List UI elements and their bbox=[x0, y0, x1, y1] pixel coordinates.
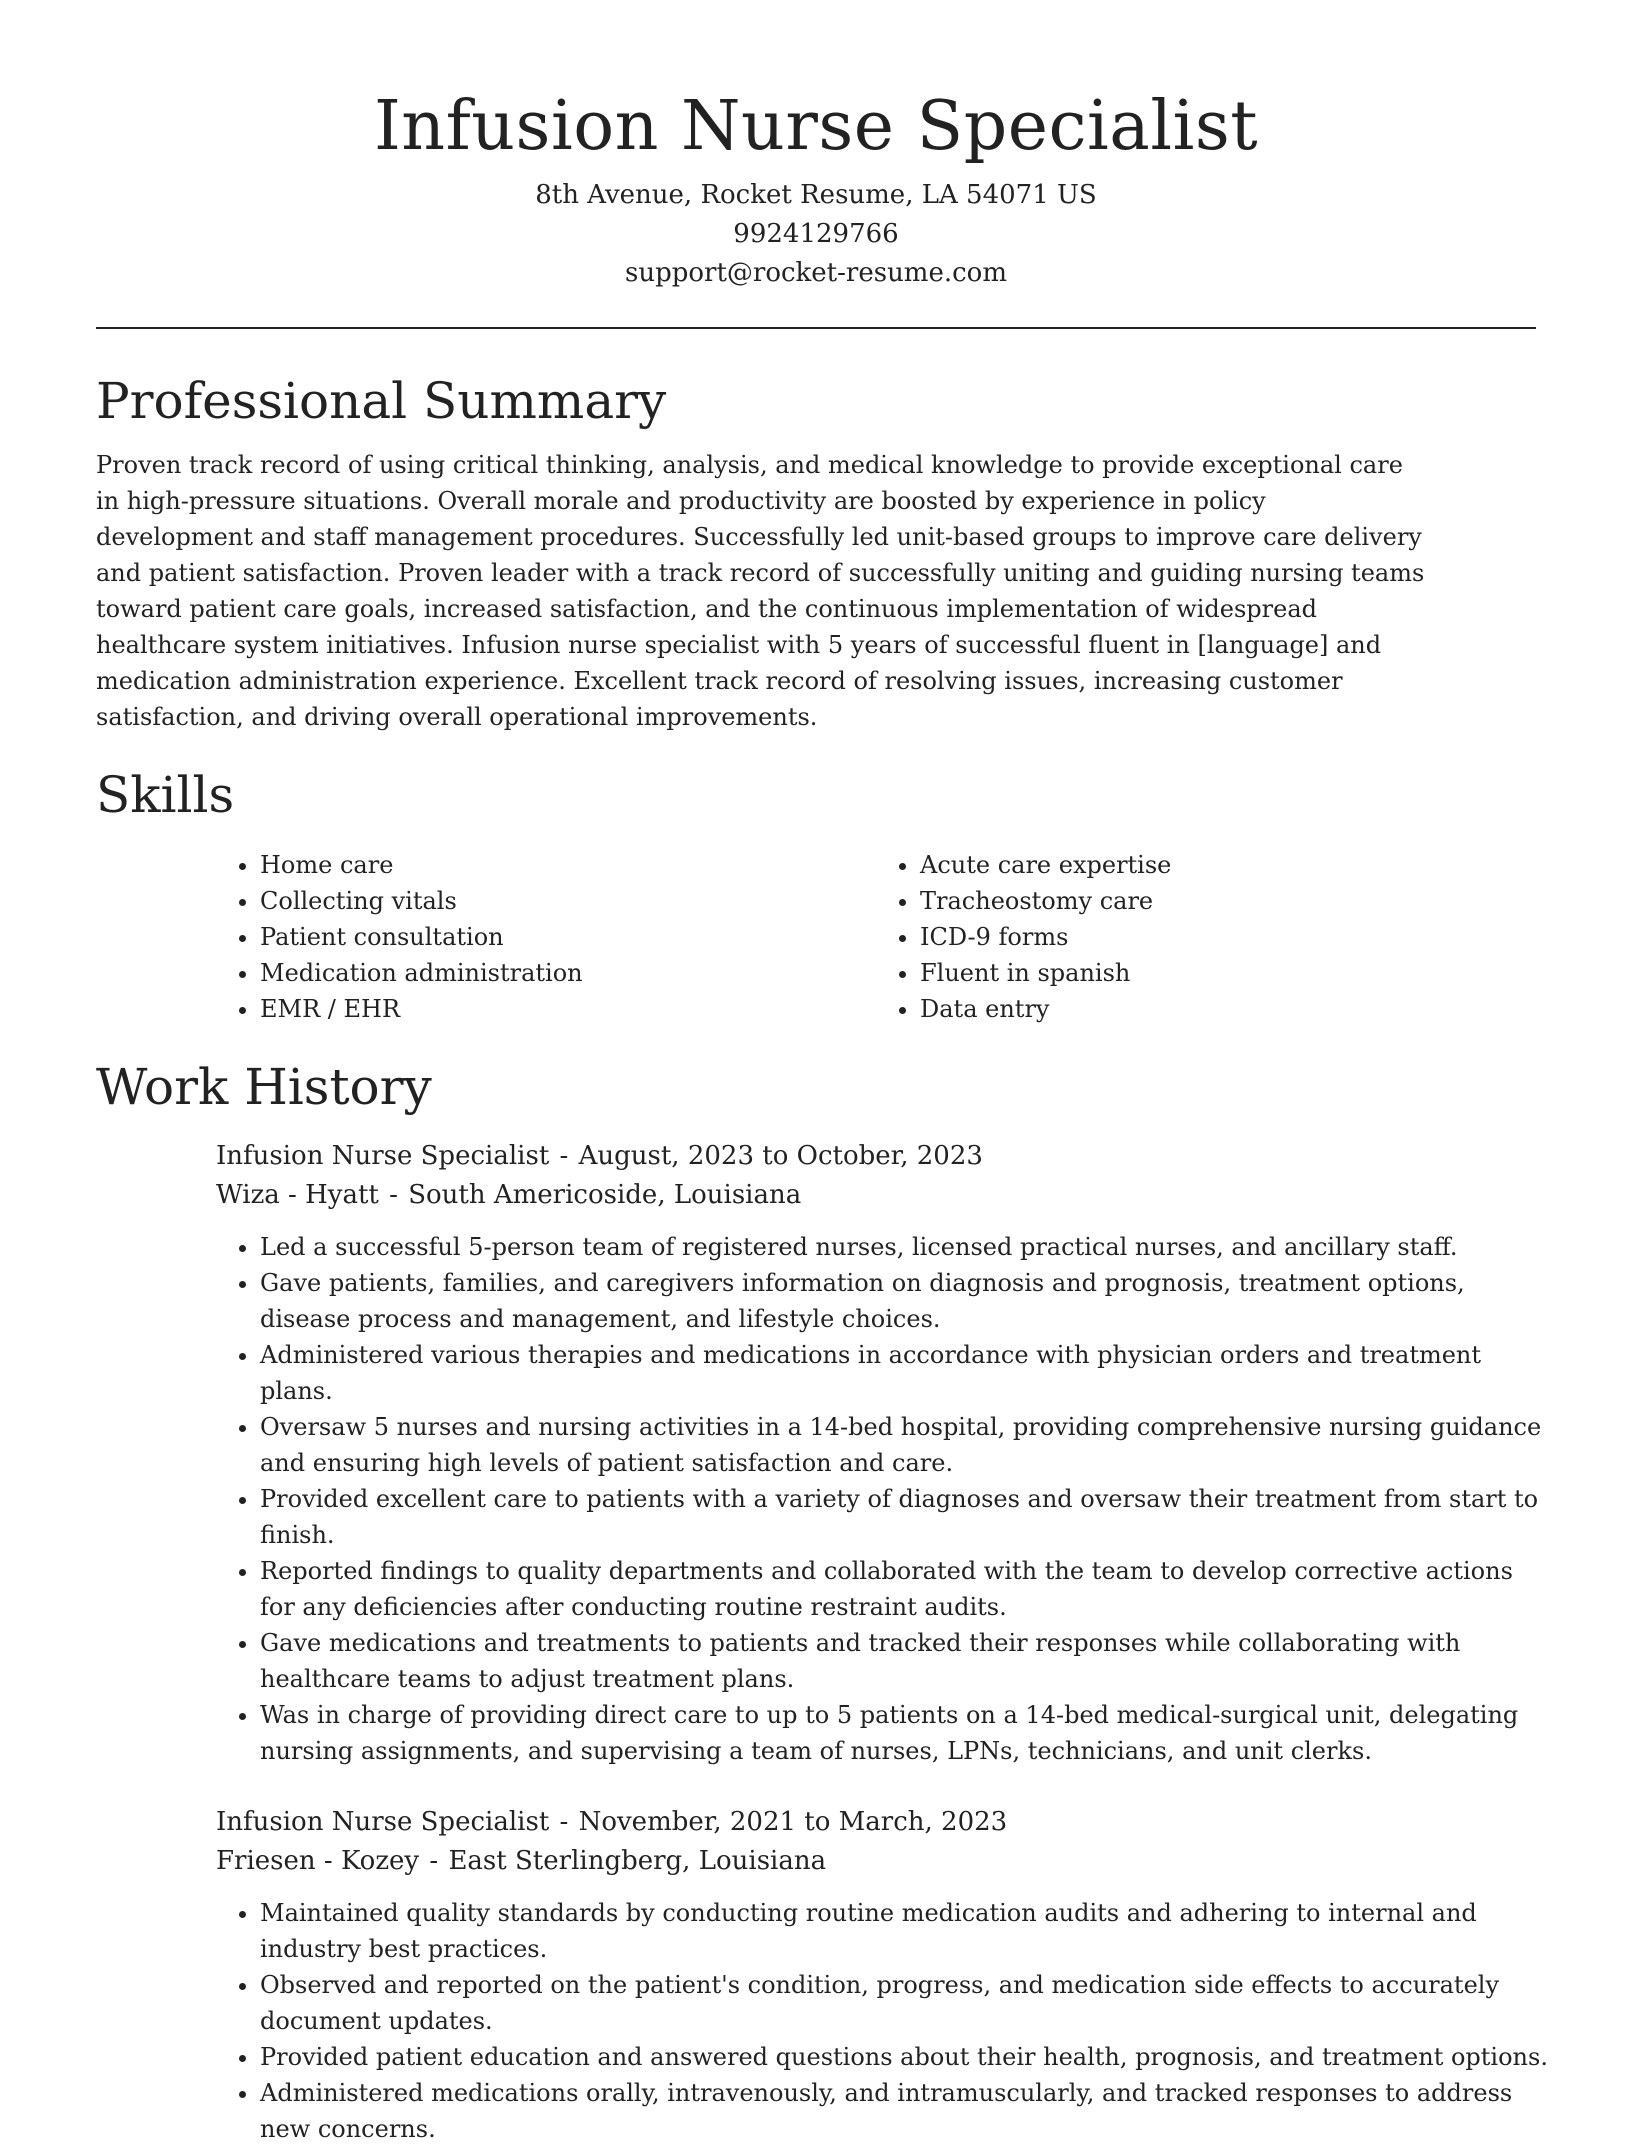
responsibility-item: • Administered medications orally, intravenously, and intramuscularly, and tracked responses to address new concerns. bbox=[260, 2075, 1550, 2147]
phone-text: 9924129766 bbox=[733, 219, 899, 249]
job-title-line: Infusion Nurse Specialist - August, 2023 to October, 2023 bbox=[216, 1141, 983, 1171]
skills-heading: Skills bbox=[96, 766, 235, 824]
job-title-line: Infusion Nurse Specialist - November, 2021 to March, 2023 bbox=[216, 1807, 1008, 1837]
job-entry bbox=[216, 1803, 1548, 2147]
email-text: support@rocket-resume.com bbox=[624, 258, 1007, 288]
responsibility-item: • Administered various therapies and medications in accordance with physician orders and treatment plans. bbox=[260, 1337, 1550, 1409]
skills-grid bbox=[216, 847, 1536, 1027]
contact-info bbox=[96, 176, 1536, 293]
job-dates: November, 2021 to March, 2023 bbox=[578, 1807, 1008, 1837]
address-text: 8th Avenue, Rocket Resume, LA 54071 US bbox=[535, 180, 1097, 210]
summary-heading: Professional Summary bbox=[96, 372, 667, 430]
job-dates: August, 2023 to October, 2023 bbox=[578, 1141, 983, 1171]
skill-item: • Tracheostomy care bbox=[920, 883, 1536, 919]
skill-item: • Patient consultation bbox=[260, 919, 876, 955]
job-responsibilities bbox=[216, 1895, 1550, 2147]
skill-item: • EMR / EHR bbox=[260, 991, 876, 1027]
summary-section bbox=[96, 369, 1536, 735]
header-divider bbox=[96, 327, 1536, 329]
skills-column-right bbox=[876, 847, 1536, 1027]
responsibility-item: • Gave medications and treatments to patients and tracked their responses while collaborating with healthcare teams to adjust treatment plans. bbox=[260, 1625, 1550, 1697]
job-responsibilities bbox=[216, 1229, 1550, 1769]
responsibility-item: • Observed and reported on the patient's condition, progress, and medication side effects to accurately document updates. bbox=[260, 1967, 1550, 2039]
job-location: East Sterlingberg, Louisiana bbox=[448, 1846, 827, 1876]
responsibility-item: • Reported findings to quality departments and collaborated with the team to develop corrective actions for any deficiencies after conducting routine restraint audits. bbox=[260, 1553, 1550, 1625]
candidate-name: Infusion Nurse Specialist bbox=[373, 87, 1259, 166]
job-location: South Americoside, Louisiana bbox=[408, 1180, 802, 1210]
summary-paragraph: Proven track record of using critical thinking, analysis, and medical knowledge to provide exceptional care in high-pressure situations. Overall morale and productivity are boosted by experience in policy development and staff management procedures. Successfully led unit-based groups to improve care delivery and patient satisfaction. Proven leader with a track record of successfully uniting and guiding nursing teams toward patient care goals, increased satisfaction, and the continuous implementation of widespread healthcare system initiatives. Infusion nurse specialist with 5 years of successful fluent in [language] and medication administration experience. Excellent track record of resolving issues, increasing customer satisfaction, and driving overall operational improvements. bbox=[96, 451, 1425, 731]
skill-item: • ICD-9 forms bbox=[920, 919, 1536, 955]
work-history-heading: Work History bbox=[96, 1058, 432, 1116]
skills-section bbox=[96, 763, 1536, 1027]
responsibility-item: • Oversaw 5 nurses and nursing activities in a 14-bed hospital, providing comprehensive nursing guidance and ensuring high levels of patient satisfaction and care. bbox=[260, 1409, 1550, 1481]
resume-page bbox=[96, 0, 1548, 2147]
job-role: Infusion Nurse Specialist bbox=[216, 1141, 550, 1171]
job-employer: Wiza - Hyatt bbox=[216, 1180, 379, 1210]
responsibility-item: • Maintained quality standards by conducting routine medication audits and adhering to internal and industry best practices. bbox=[260, 1895, 1550, 1967]
job-employer: Friesen - Kozey bbox=[216, 1846, 420, 1876]
responsibility-item: • Provided excellent care to patients with a variety of diagnoses and oversaw their treatment from start to finish. bbox=[260, 1481, 1550, 1553]
skill-item: • Medication administration bbox=[260, 955, 876, 991]
responsibility-item: • Gave patients, families, and caregivers information on diagnosis and prognosis, treatment options, disease process and management, and lifestyle choices. bbox=[260, 1265, 1550, 1337]
skill-item: • Collecting vitals bbox=[260, 883, 876, 919]
skills-column-left bbox=[216, 847, 876, 1027]
skill-item: • Home care bbox=[260, 847, 876, 883]
work-history-section bbox=[96, 1055, 1548, 2147]
skill-item: • Data entry bbox=[920, 991, 1536, 1027]
skill-item: • Fluent in spanish bbox=[920, 955, 1536, 991]
skill-item: • Acute care expertise bbox=[920, 847, 1536, 883]
job-entry bbox=[216, 1137, 1542, 1769]
resume-header bbox=[96, 0, 1536, 293]
job-employer-line: Wiza - Hyatt - South Americoside, Louisiana bbox=[216, 1180, 802, 1210]
job-role: Infusion Nurse Specialist bbox=[216, 1807, 550, 1837]
responsibility-item: • Provided patient education and answered questions about their health, prognosis, and treatment options. bbox=[260, 2039, 1550, 2075]
job-employer-line: Friesen - Kozey - East Sterlingberg, Louisiana bbox=[216, 1846, 827, 1876]
responsibility-item: • Was in charge of providing direct care to up to 5 patients on a 14-bed medical-surgical unit, delegating nursing assignments, and supervising a team of nurses, LPNs, technicians, and unit clerks. bbox=[260, 1697, 1550, 1769]
responsibility-item: • Led a successful 5-person team of registered nurses, licensed practical nurses, and ancillary staff. bbox=[260, 1229, 1550, 1265]
